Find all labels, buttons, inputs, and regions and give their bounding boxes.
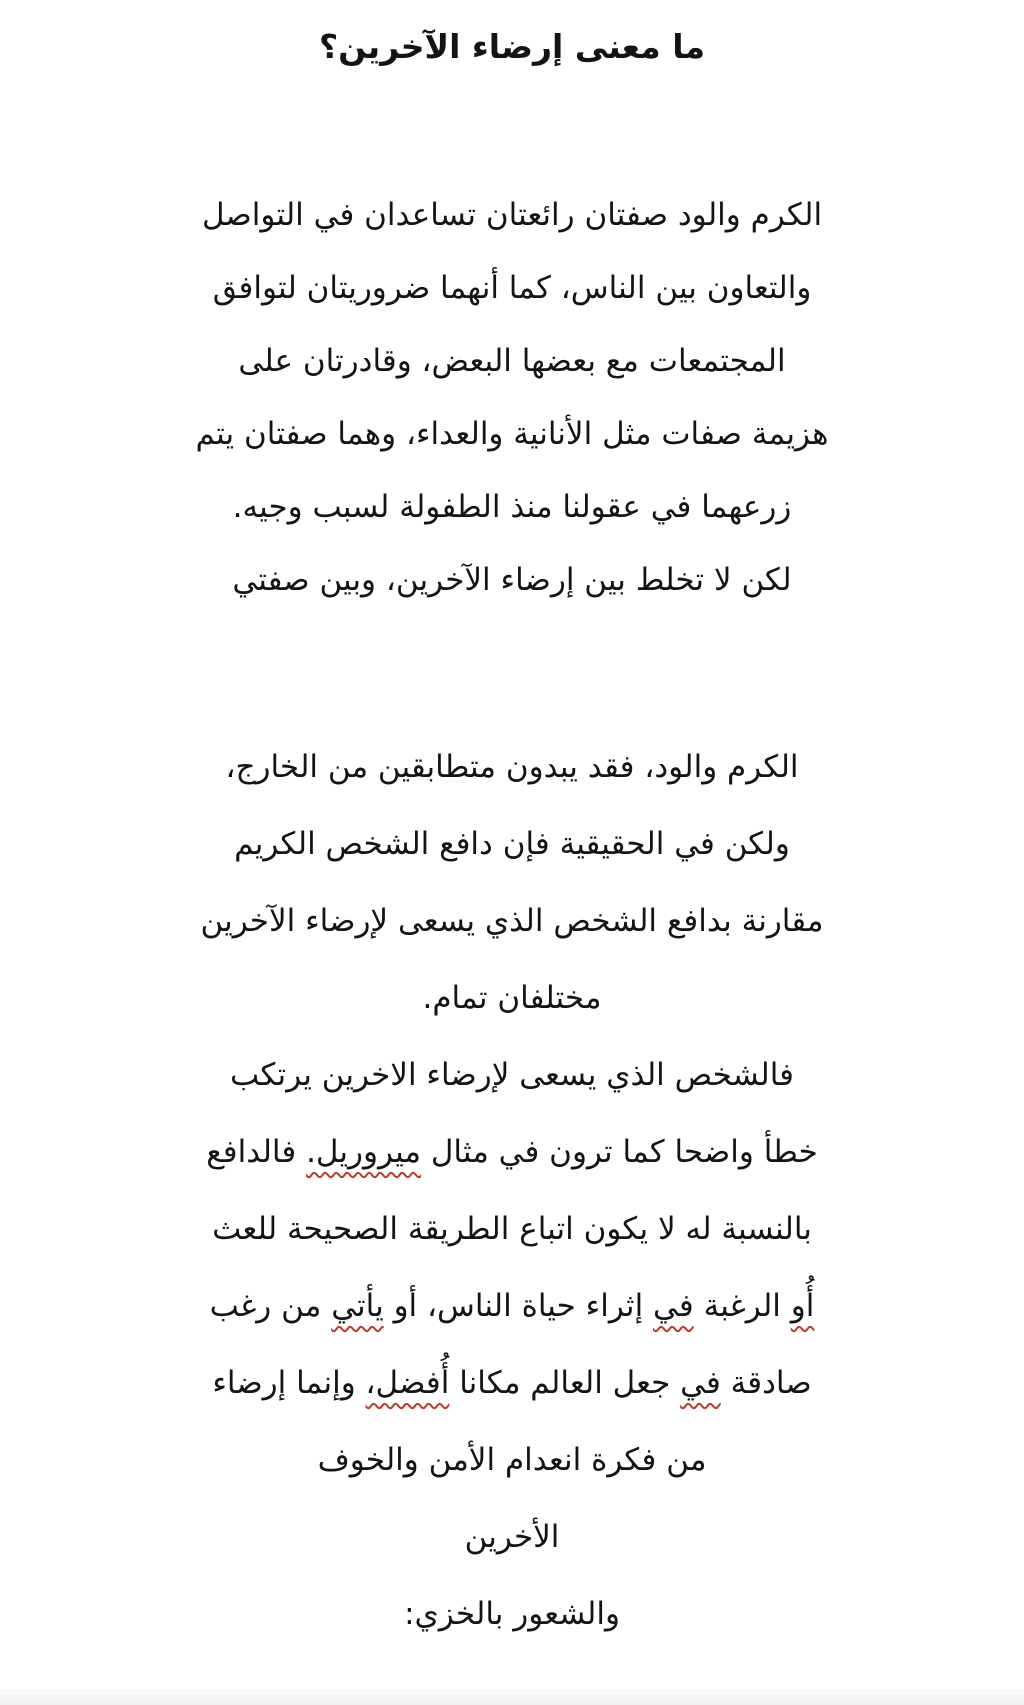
- paragraph-1: [122, 178, 902, 616]
- paragraph-2: [122, 728, 902, 1652]
- misspelled-word: أُفضل،: [365, 1364, 450, 1401]
- text-line: [122, 397, 902, 470]
- text-line: [122, 1498, 902, 1575]
- misspelled-word: في: [680, 1364, 721, 1401]
- text-line: [122, 805, 902, 882]
- misspelled-word: أُو: [790, 1287, 815, 1324]
- misspelled-word: في: [653, 1287, 694, 1324]
- document-title: ما معنى إرضاء الآخرين؟: [318, 27, 706, 66]
- text-segment: والشعور بالخزي:: [404, 1595, 620, 1632]
- text-line: [122, 882, 902, 959]
- text-segment: مختلفان تمام.: [422, 979, 602, 1016]
- text-segment: من فكرة انعدام الأمن والخوف: [317, 1441, 707, 1478]
- text-line: [122, 543, 902, 616]
- text-line: [122, 1113, 902, 1190]
- text-segment: إثراء حياة الناس، أو: [383, 1287, 654, 1324]
- text-segment: الكرم والود صفتان رائعتان تساعدان في التواصل: [201, 196, 823, 233]
- text-segment: لكن لا تخلط بين إرضاء الآخرين، وبين صفتي: [232, 561, 792, 598]
- text-line: [122, 1267, 902, 1344]
- misspelled-word: يأتي: [331, 1287, 384, 1324]
- text-segment: الرغبة: [693, 1287, 791, 1324]
- text-segment: زرعهما في عقولنا منذ الطفولة لسبب وجيه.: [232, 488, 792, 525]
- bottom-edge-bar: [0, 1690, 1024, 1705]
- text-line: [122, 728, 902, 805]
- text-segment: الأخرين: [464, 1518, 560, 1555]
- text-segment: فالدافع: [206, 1133, 307, 1170]
- text-segment: فالشخص الذي يسعى لإرضاء الاخرين يرتكب: [230, 1056, 794, 1093]
- text-segment: بالنسبة له لا يكون اتباع الطريقة الصحيحة للعث: [212, 1210, 812, 1247]
- text-segment: والتعاون بين الناس، كما أنهما ضروريتان لتوافق: [212, 269, 812, 306]
- text-segment: جعل العالم مكانا: [449, 1364, 681, 1401]
- text-line: [122, 178, 902, 251]
- text-segment: من رغب: [209, 1287, 332, 1324]
- text-line: [122, 1421, 902, 1498]
- text-segment: صادقة: [720, 1364, 812, 1401]
- text-segment: ولكن في الحقيقية فإن دافع الشخص الكريم: [234, 825, 790, 862]
- text-line: [122, 959, 902, 1036]
- text-line: [122, 1344, 902, 1421]
- text-segment: الكرم والود، فقد يبدون متطابقين من الخارج،: [225, 748, 799, 785]
- text-segment: خطأ واضحا كما ترون في مثال: [421, 1133, 818, 1170]
- text-line: [122, 1036, 902, 1113]
- text-segment: المجتمعات مع بعضها البعض، وقادرتان على: [238, 342, 786, 379]
- text-line: [122, 251, 902, 324]
- text-segment: وإنما إرضاء: [212, 1364, 366, 1401]
- text-segment: هزيمة صفات مثل الأنانية والعداء، وهما صفتان يتم: [195, 415, 829, 452]
- text-segment: مقارنة بدافع الشخص الذي يسعى لإرضاء الآخرين: [200, 902, 824, 939]
- text-line: [122, 324, 902, 397]
- misspelled-word: ميروريل.: [306, 1133, 422, 1170]
- text-line: [122, 1190, 902, 1267]
- text-line: [122, 470, 902, 543]
- text-line: [122, 1575, 902, 1652]
